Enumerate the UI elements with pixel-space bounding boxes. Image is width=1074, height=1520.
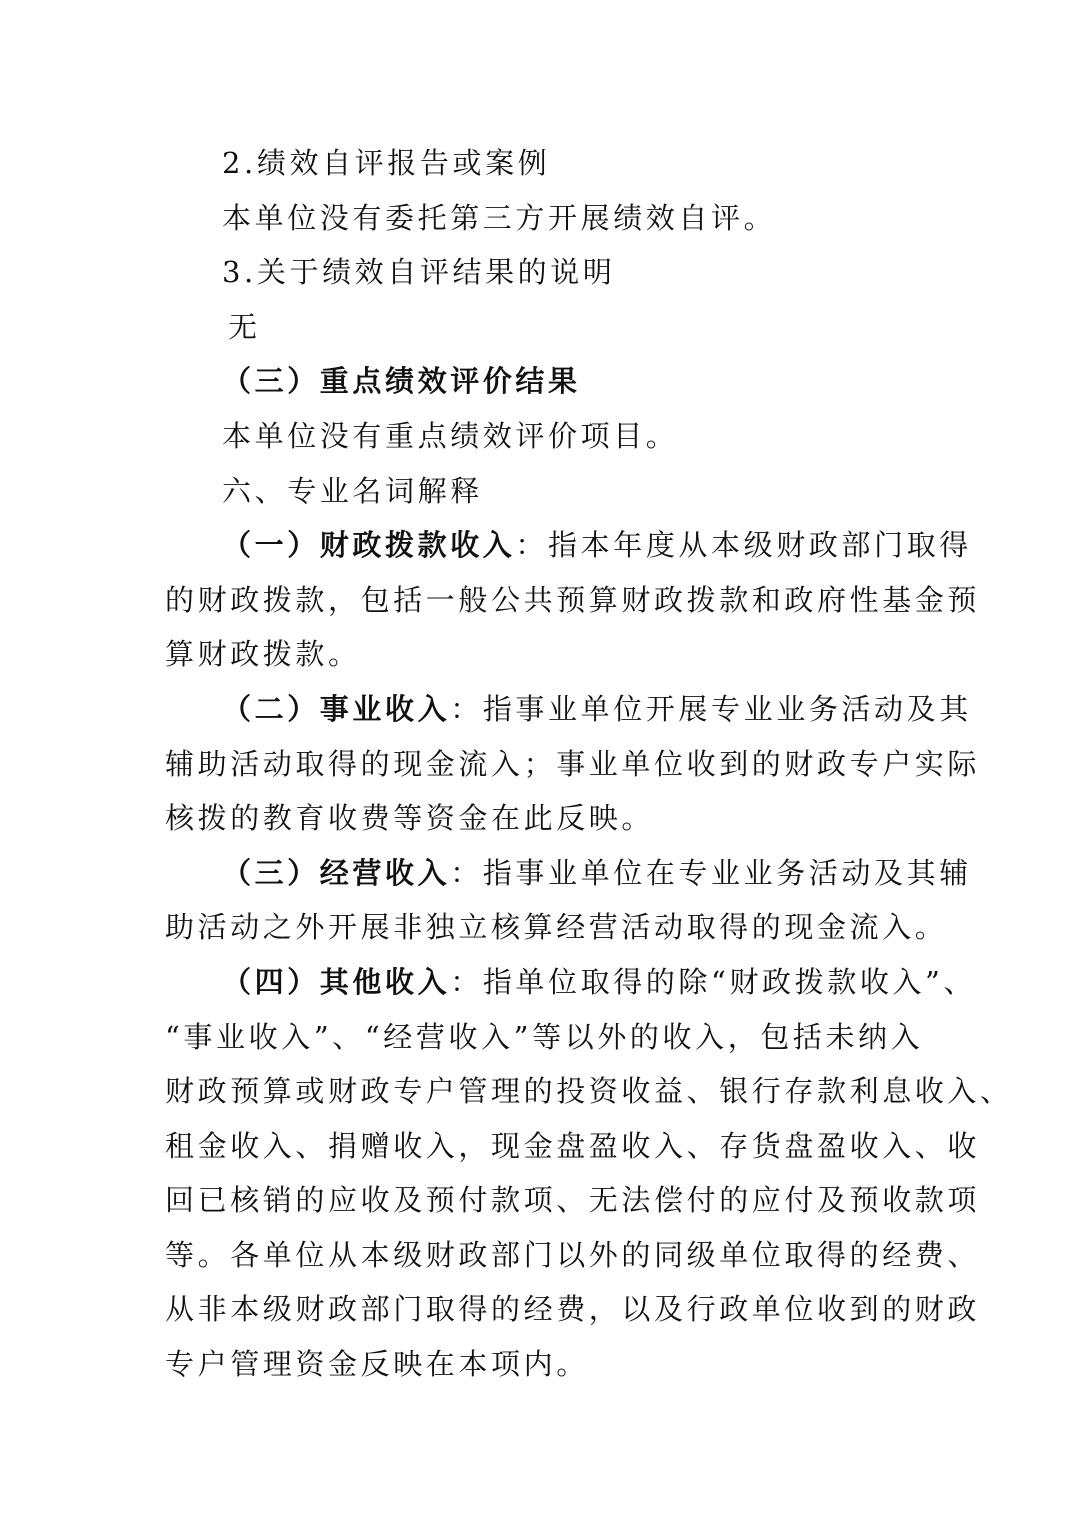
section-2-heading: 2.绩效自评报告或案例 [222,146,551,180]
term-text-line: 辅助活动取得的现金流入；事业单位收到的财政专户实际 [165,746,981,781]
term-separator: ： [450,855,483,890]
term-first-line [165,955,977,1010]
term-name: （三）经营收入 [222,855,451,890]
term-first-line [165,682,972,737]
term-text-line: 等。各单位从本级财政部门以外的同级单位取得的经费、 [165,1237,981,1272]
term-text-line: 租金收入、捐赠收入，现金盘盈收入、存货盘盈收入、收 [165,1128,981,1163]
term-text-line: 核拨的教育收费等资金在此反映。 [165,801,655,836]
term-separator: ： [450,964,483,999]
term-definition [165,518,981,682]
term-text-line: 算财政拨款。 [165,637,361,672]
term-text-line: 专户管理资金反映在本项内。 [165,1347,589,1382]
term-first-line [165,846,972,901]
term-text-line: 财政预算或财政专户管理的投资收益、银行存款利息收入、 [165,1074,1013,1109]
term-text-line: 回已核销的应收及预付款项、无法偿付的应付及预收款项 [165,1183,981,1218]
term-definition [165,846,972,955]
section-3-body: 无 [228,309,261,344]
term-text: 指单位取得的除“财政拨款收入”、 [482,964,977,999]
term-separator: ： [450,691,483,726]
term-text-line: 的财政拨款，包括一般公共预算财政拨款和政府性基金预 [165,582,981,617]
term-text: 指事业单位开展专业业务活动及其 [482,691,972,726]
section-2-body: 本单位没有委托第三方开展绩效自评。 [222,200,777,235]
term-name: （四）其他收入 [222,964,451,999]
term-first-line [165,518,972,573]
term-text: 指事业单位在专业业务活动及其辅 [482,855,972,890]
term-text: 指本年度从本级财政部门取得 [548,528,972,563]
term-name: （二）事业收入 [222,691,451,726]
term-definition [165,682,981,846]
term-name: （一）财政拨款收入 [222,528,516,563]
part-3-body: 本单位没有重点绩效评价项目。 [222,418,679,453]
chapter-6-heading: 六、专业名词解释 [222,473,483,508]
section-3-heading: 3.关于绩效自评结果的说明 [222,255,616,290]
term-definition [165,955,1013,1392]
term-text-line: 从非本级财政部门取得的经费，以及行政单位收到的财政 [165,1292,981,1327]
document-body [165,136,1013,1392]
term-text-line: 助活动之外开展非独立核算经营活动取得的现金流入。 [165,910,948,945]
term-text-line: “事业收入”、“经营收入”等以外的收入，包括未纳入 [165,1019,924,1054]
part-3-heading: （三）重点绩效评价结果 [222,364,581,399]
term-separator: ： [515,528,549,563]
